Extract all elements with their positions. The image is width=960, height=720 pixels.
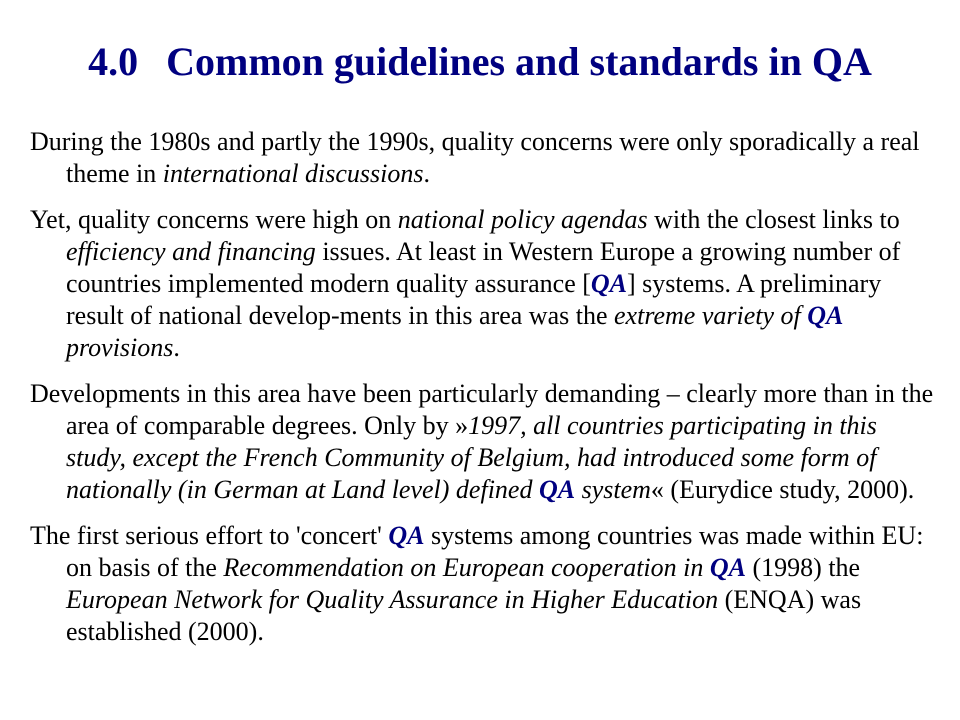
text-run: The first serious effort to 'concert' (30, 521, 389, 550)
qa-abbreviation: QA (388, 521, 425, 550)
text-run: (ENQA) was established (2000). (66, 585, 862, 646)
paragraph (30, 204, 940, 364)
text-run: issues. At least in Western Europe a growing number of countries implemented modern quality assurance [ (66, 237, 901, 298)
italic-text: system (575, 475, 651, 504)
text-run: with the closest links to (647, 205, 900, 234)
paragraph (30, 126, 940, 190)
text-run: Yet, quality concerns were high on (30, 205, 398, 234)
text-run: . (173, 333, 180, 362)
italic-text: national policy agendas (397, 205, 648, 234)
italic-text: efficiency and financing (66, 237, 316, 266)
qa-abbreviation: QA (590, 269, 628, 298)
text-run: ] systems. A preliminary result of national develop-ments in this area was the (66, 269, 882, 330)
qa-abbreviation: QA (709, 553, 746, 582)
qa-abbreviation: QA (807, 301, 844, 330)
italic-text: Recommendation on European cooperation in (223, 553, 710, 582)
italic-text: European Network for Quality Assurance in Higher Education (66, 585, 719, 614)
text-run: During the 1980s and partly the 1990s, quality concerns were only sporadically a real theme in (30, 127, 920, 188)
text-run: « (Eurydice study, 2000). (650, 475, 915, 504)
text-run: systems among countries was made within EU: on basis of the (66, 521, 924, 582)
slide-title (0, 38, 960, 86)
italic-text: extreme variety of (614, 301, 808, 330)
text-run: Developments in this area have been particularly demanding – clearly more than in the area of comparable degrees. Only by » (30, 379, 934, 440)
paragraph (30, 520, 940, 648)
title-text: Common guidelines and standards in QA (166, 39, 872, 84)
italic-text: provisions (66, 333, 174, 362)
paragraph (30, 378, 940, 506)
text-run: (1998) the (746, 553, 861, 582)
slide-body (30, 126, 940, 662)
italic-text: 1997, all countries participating in this study, except the French Community of Belgium, had introduced some form of nationally (in German at Land level) defined (66, 411, 877, 504)
title-number: 4.0 (88, 39, 139, 84)
italic-text: international discussions (162, 159, 424, 188)
qa-abbreviation: QA (538, 475, 576, 504)
text-run: . (423, 159, 431, 188)
